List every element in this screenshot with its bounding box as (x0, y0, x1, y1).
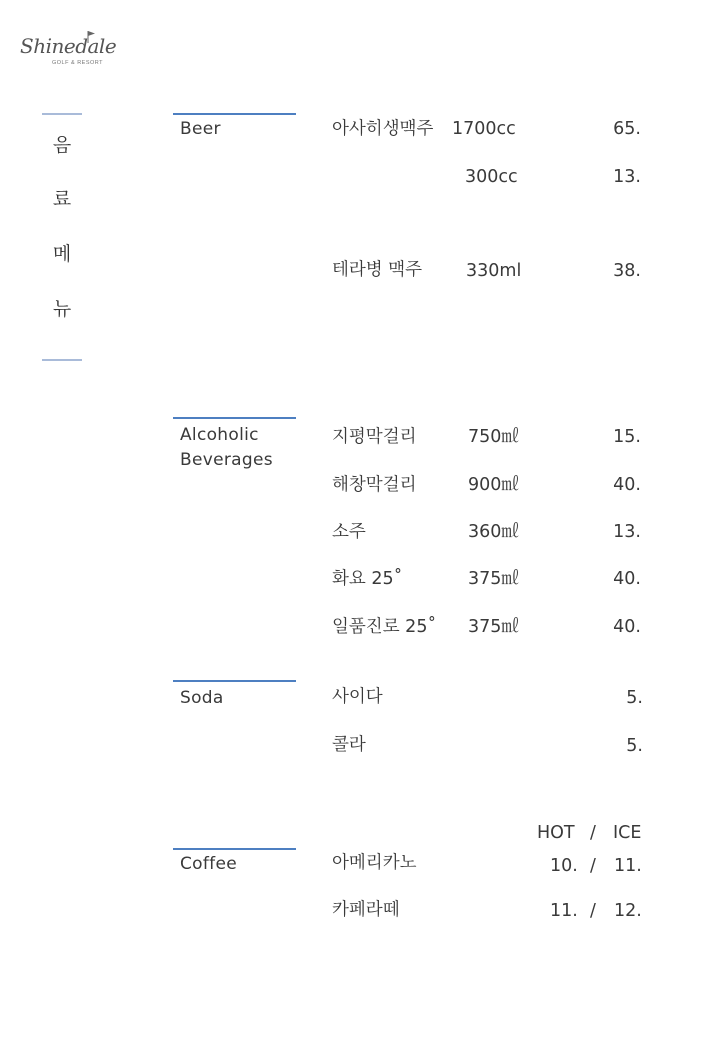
coffee-header-sep: / (590, 823, 596, 843)
beer-item-3-price: 38. (613, 261, 641, 281)
soda-category-line (173, 680, 296, 682)
soda-item-2-price: 5. (626, 736, 643, 756)
category-alcoholic-line1: Alcoholic (180, 425, 259, 445)
alcohol-item-2-size: 900㎖ (468, 475, 519, 495)
alcohol-item-4-price: 40. (613, 569, 641, 589)
side-title-char-4: 뉴 (52, 298, 72, 320)
alcohol-item-1-price: 15. (613, 427, 641, 447)
beer-item-3-name: 테라병 맥주 (332, 260, 423, 280)
soda-item-1-price: 5. (626, 688, 643, 708)
category-alcoholic-line2: Beverages (180, 450, 273, 470)
beer-item-1-name: 아사히생맥주 (332, 119, 434, 139)
side-title-char-3: 메 (52, 243, 72, 265)
coffee-item-2-name: 카페라떼 (332, 900, 400, 920)
alcohol-item-1-name: 지평막걸리 (332, 427, 417, 447)
logo-subtitle: GOLF & RESORT (52, 60, 104, 66)
coffee-header-ice: ICE (613, 823, 642, 843)
alcohol-item-5-size: 375㎖ (468, 617, 519, 637)
alcohol-item-4-name: 화요 25˚ (332, 569, 403, 589)
category-soda: Soda (180, 688, 224, 708)
alcohol-item-5-name: 일품진로 25˚ (332, 617, 437, 637)
beer-item-1-size: 1700cc (452, 119, 516, 139)
beer-item-2-size: 300cc (465, 167, 518, 187)
side-title-char-1: 음 (52, 134, 72, 156)
beer-item-2-price: 13. (613, 167, 641, 187)
category-beer: Beer (180, 119, 221, 139)
alcohol-item-5-price: 40. (613, 617, 641, 637)
beer-category-line (173, 113, 296, 115)
beer-item-3-size: 330ml (466, 261, 522, 281)
alcohol-item-2-price: 40. (613, 475, 641, 495)
resort-logo (18, 34, 117, 78)
flag-icon (86, 30, 96, 44)
alcohol-item-3-name: 소주 (332, 522, 366, 542)
coffee-category-line (173, 848, 296, 850)
side-title-bottom-line (42, 359, 82, 361)
side-title-char-2: 료 (52, 188, 72, 210)
alcohol-item-1-size: 750㎖ (468, 427, 519, 447)
soda-item-1-name: 사이다 (332, 687, 383, 707)
soda-item-2-name: 콜라 (332, 735, 366, 755)
alcohol-item-4-size: 375㎖ (468, 569, 519, 589)
alcohol-category-line (173, 417, 296, 419)
logo-script: Shinedale (20, 34, 117, 58)
coffee-item-2-hot: 11. (550, 901, 578, 921)
category-coffee: Coffee (180, 854, 237, 874)
beer-item-1-price: 65. (613, 119, 641, 139)
alcohol-item-3-size: 360㎖ (468, 522, 519, 542)
coffee-item-1-name: 아메리카노 (332, 853, 417, 873)
coffee-header-hot: HOT (537, 823, 575, 843)
coffee-item-1-hot: 10. (550, 856, 578, 876)
coffee-item-2-sep: / (590, 901, 596, 921)
side-title-top-line (42, 113, 82, 115)
alcohol-item-3-price: 13. (613, 522, 641, 542)
coffee-item-1-ice: 11. (614, 856, 642, 876)
coffee-item-2-ice: 12. (614, 901, 642, 921)
alcohol-item-2-name: 해창막걸리 (332, 475, 417, 495)
coffee-item-1-sep: / (590, 856, 596, 876)
